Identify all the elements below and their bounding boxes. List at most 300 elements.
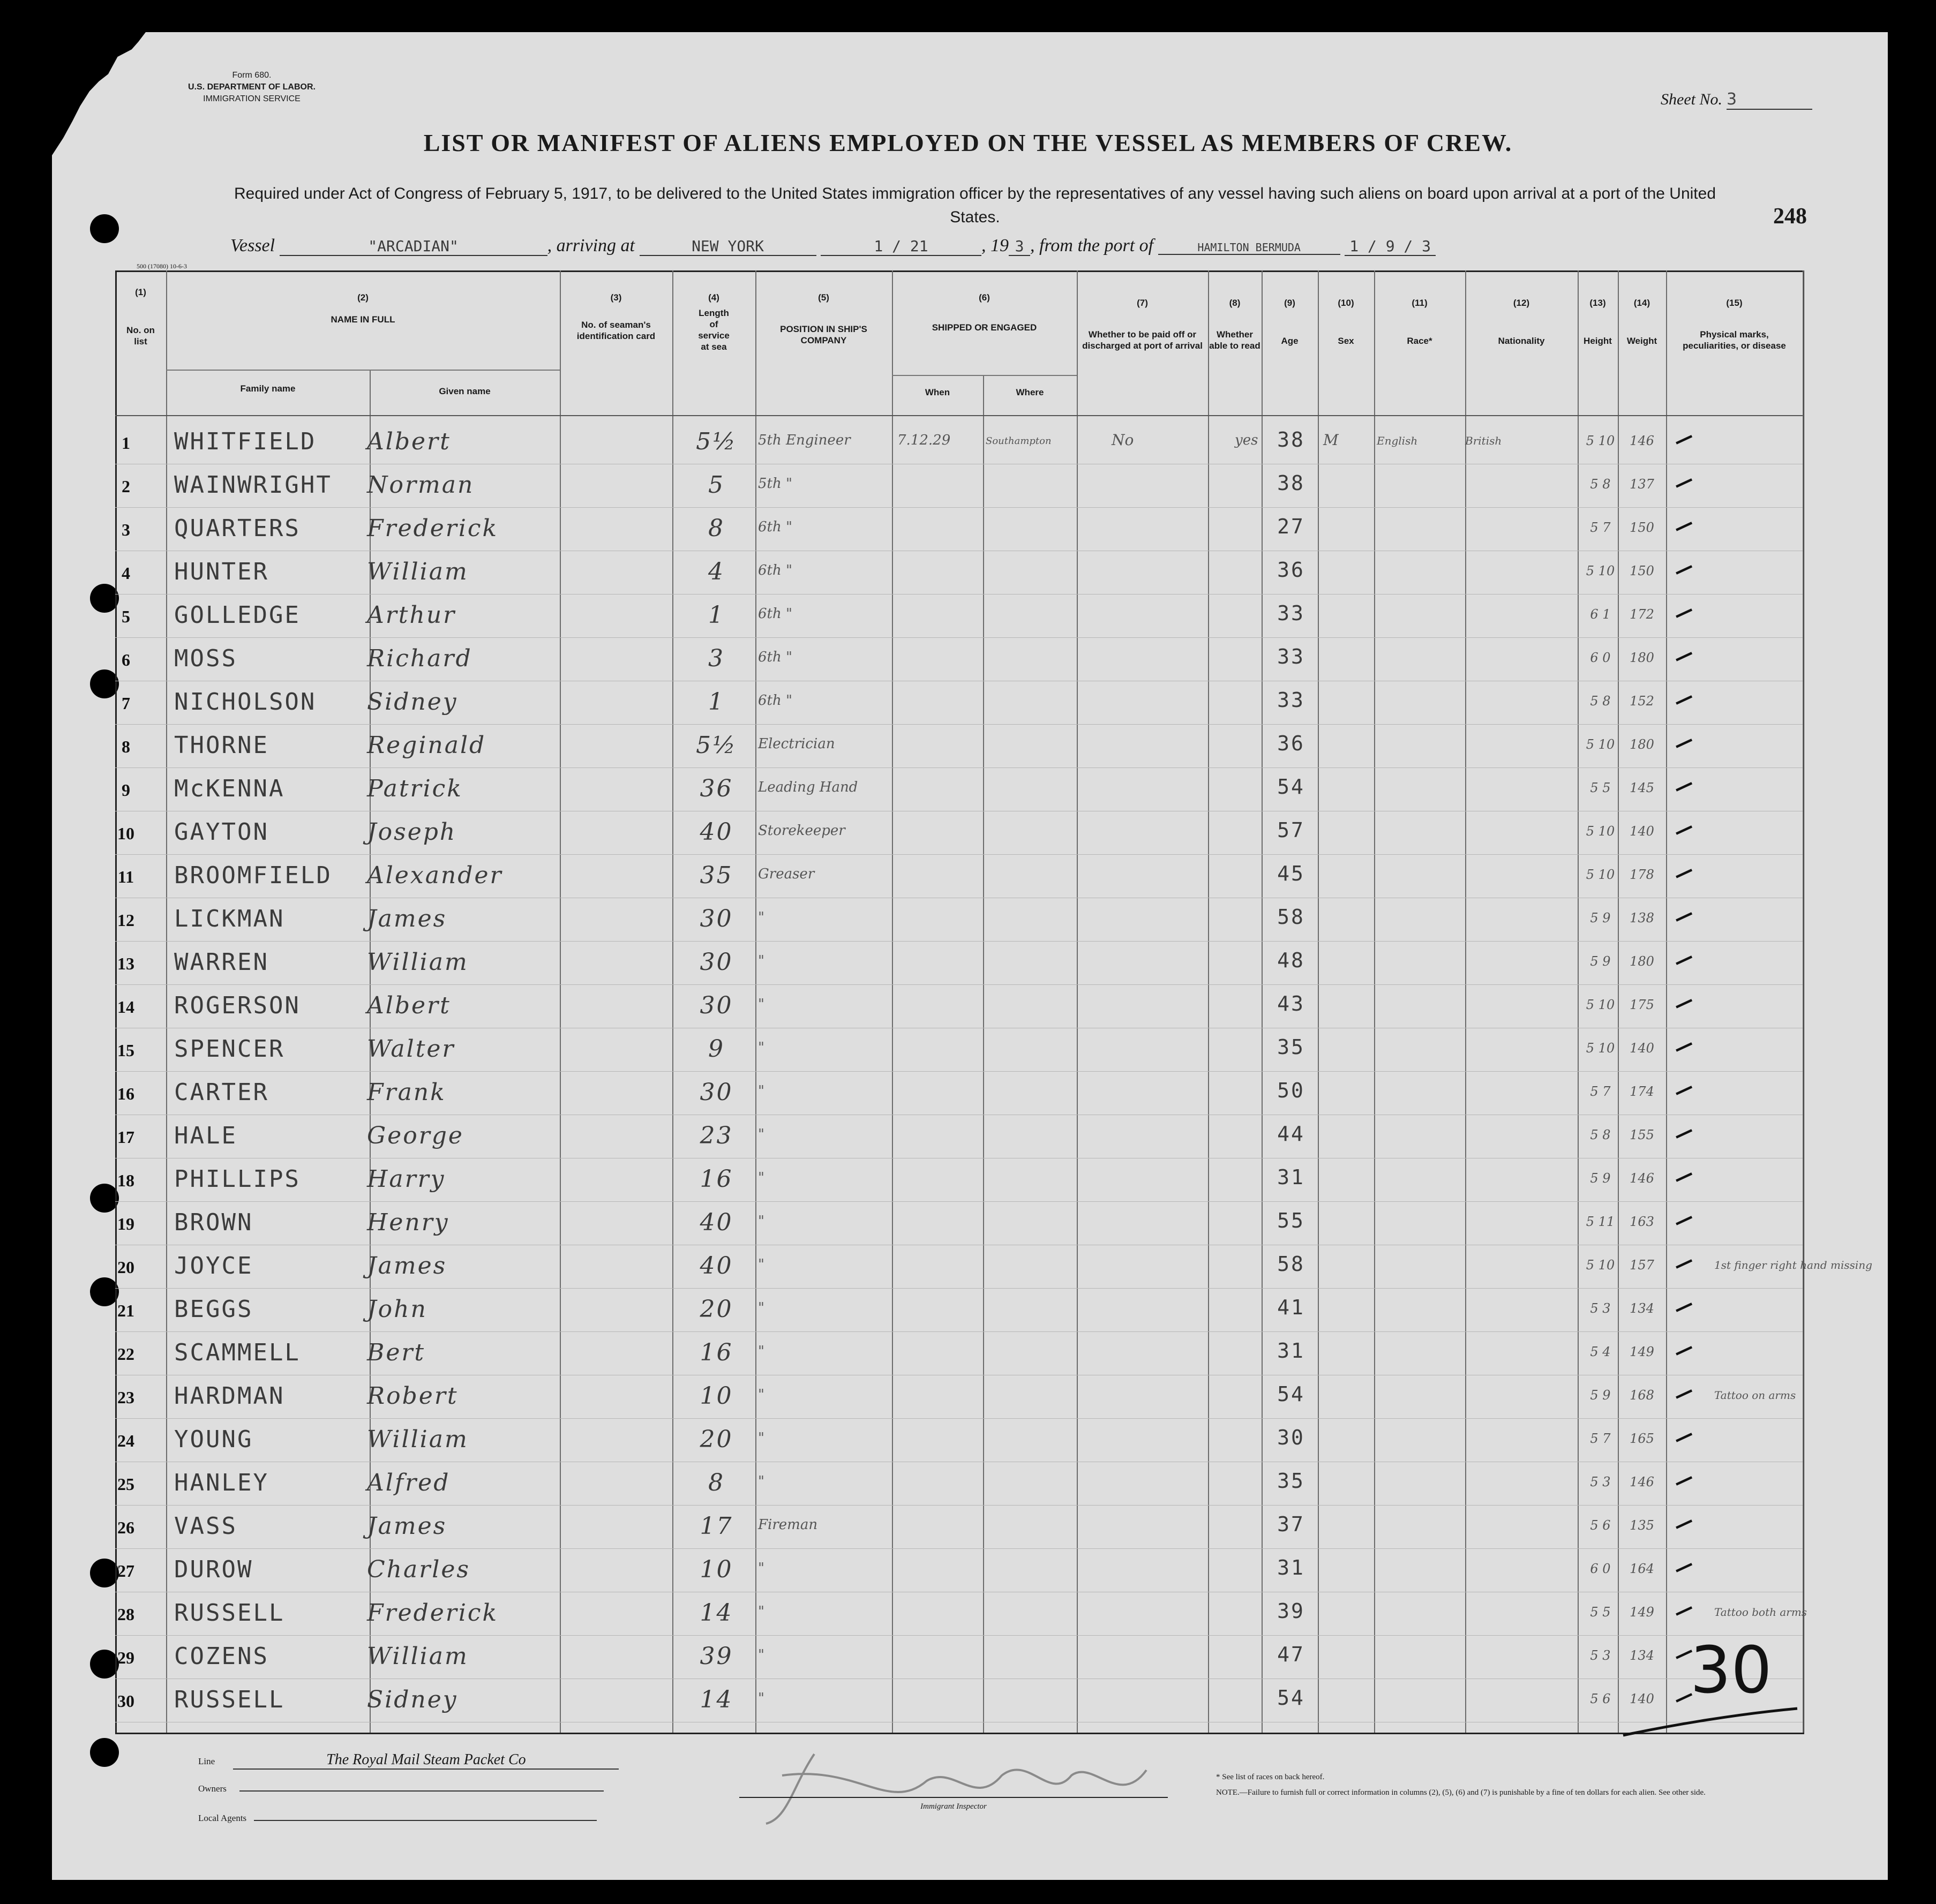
age: 30	[1277, 1426, 1305, 1449]
footnote-races: * See list of races on back hereof.	[1216, 1773, 1325, 1781]
row-number: 25	[117, 1474, 134, 1494]
col-marks-label: Physical marks, peculiarities, or disease	[1683, 329, 1786, 351]
row-number: 28	[117, 1605, 134, 1624]
check-mark-icon: —	[1670, 1553, 1697, 1581]
age: 31	[1277, 1339, 1305, 1363]
table-row	[115, 941, 1803, 984]
col-weight-label: Weight	[1626, 336, 1657, 346]
service-length: 9	[708, 1035, 725, 1063]
age: 50	[1277, 1079, 1305, 1102]
service-length: 14	[700, 1686, 733, 1713]
family-name: WAINWRIGHT	[174, 471, 332, 499]
col-where-header: Where	[1016, 387, 1044, 397]
given-name: Sidney	[367, 1686, 458, 1713]
table-row	[115, 1505, 1803, 1548]
sheet-number	[1661, 90, 1812, 110]
given-name: Henry	[367, 1209, 449, 1236]
height: 5 4	[1590, 1344, 1611, 1359]
age: 54	[1277, 1686, 1305, 1710]
family-name: MOSS	[174, 645, 237, 672]
sheet-value: 3	[1727, 90, 1812, 110]
col-name-header	[166, 292, 560, 325]
family-name: QUARTERS	[174, 515, 301, 542]
table-row	[115, 637, 1803, 680]
service-length: 30	[700, 905, 733, 932]
service-length: 1	[708, 688, 725, 716]
col-paid-num: (7)	[1137, 298, 1148, 308]
given-name: Richard	[367, 645, 472, 672]
family-name: HUNTER	[174, 558, 269, 585]
col-paid-header	[1077, 297, 1208, 351]
row-number: 21	[117, 1301, 134, 1320]
weight: 155	[1630, 1127, 1654, 1142]
col-height-label: Height	[1584, 336, 1612, 346]
weight: 157	[1630, 1258, 1654, 1273]
inspector-rule	[739, 1797, 1168, 1798]
position: "	[758, 1430, 764, 1446]
age: 38	[1277, 471, 1305, 495]
table-row	[115, 1201, 1803, 1244]
form-code: 500 (17080) 10-6-3	[137, 262, 187, 270]
weight: 180	[1630, 954, 1654, 969]
check-mark-icon: —	[1670, 598, 1697, 627]
given-name: James	[367, 905, 447, 932]
given-name: Frank	[367, 1079, 446, 1106]
inspector-signature	[750, 1743, 1168, 1829]
family-name: SCAMMELL	[174, 1339, 301, 1366]
from-label: , from the port of	[1030, 236, 1154, 255]
height: 6 0	[1590, 650, 1611, 665]
row-number: 23	[117, 1388, 134, 1407]
footnote-penalty	[1216, 1788, 1709, 1798]
col-marks-num: (15)	[1726, 298, 1743, 308]
row-number: 1	[122, 433, 130, 453]
height: 5 10	[1586, 1041, 1615, 1056]
position: "	[758, 1560, 764, 1576]
row-number: 24	[117, 1431, 134, 1450]
weight: 150	[1630, 520, 1654, 535]
height: 5 8	[1590, 694, 1611, 709]
weight: 137	[1630, 477, 1654, 492]
check-mark-icon: —	[1670, 728, 1697, 757]
col-age-label: Age	[1281, 336, 1299, 346]
col-name-label: NAME IN FULL	[331, 314, 395, 325]
line-label: Line	[198, 1756, 215, 1766]
given-name: Sidney	[367, 688, 458, 716]
table-bottom-rule	[115, 1733, 1803, 1734]
total-count: 30	[1690, 1634, 1772, 1708]
table-row	[115, 1592, 1807, 1635]
service-length: 4	[708, 558, 725, 585]
table-row	[115, 1245, 1873, 1288]
owners-label: Owners	[198, 1783, 227, 1794]
vessel-label: Vessel	[230, 236, 275, 255]
table-row	[115, 1548, 1803, 1591]
height: 5 8	[1590, 477, 1611, 492]
check-mark-icon: —	[1670, 1249, 1697, 1277]
weight: 174	[1630, 1084, 1654, 1099]
position: "	[758, 1647, 764, 1663]
check-mark-icon: —	[1670, 1466, 1697, 1494]
row-number: 16	[117, 1084, 134, 1103]
given-name: Alfred	[367, 1469, 451, 1496]
footer-line	[198, 1751, 637, 1770]
row-number: 17	[117, 1127, 134, 1147]
height: 5 10	[1586, 433, 1615, 448]
age: 33	[1277, 645, 1305, 668]
check-mark-icon: —	[1670, 642, 1697, 670]
height: 5 5	[1590, 780, 1611, 795]
check-mark-icon: —	[1670, 1683, 1697, 1711]
position: "	[758, 953, 764, 969]
weight: 164	[1630, 1561, 1654, 1576]
service-length: 40	[700, 1252, 733, 1280]
age: 58	[1277, 1252, 1305, 1276]
weight: 134	[1630, 1648, 1654, 1663]
service-length: 10	[700, 1556, 733, 1583]
family-name: PHILLIPS	[174, 1165, 301, 1193]
position: 6th "	[758, 693, 792, 709]
col-sex-header	[1318, 297, 1374, 347]
line-value: The Royal Mail Steam Packet Co	[233, 1751, 619, 1770]
height: 5 9	[1590, 1388, 1611, 1403]
table-row	[115, 1288, 1803, 1331]
family-name: HANLEY	[174, 1469, 269, 1496]
given-name: Patrick	[367, 775, 463, 802]
age: 58	[1277, 905, 1305, 929]
note-text: —Failure to furnish full or correct information in columns (2), (5), (6) and (7) is punishable by a fine of ten dollars for each alien. See other side.	[1239, 1788, 1706, 1797]
check-mark-icon: —	[1670, 1075, 1697, 1104]
table-row	[115, 811, 1803, 854]
table-row	[115, 1071, 1803, 1114]
check-mark-icon: —	[1670, 468, 1697, 496]
height: 5 10	[1586, 997, 1615, 1012]
table-row	[115, 464, 1803, 507]
check-mark-icon: —	[1670, 1379, 1697, 1408]
col-no-header	[115, 287, 166, 347]
given-name: Walter	[367, 1035, 455, 1063]
binder-hole	[90, 1184, 119, 1213]
height: 5 10	[1586, 867, 1615, 882]
position: 6th "	[758, 606, 792, 622]
given-name: George	[367, 1122, 464, 1149]
height: 5 5	[1590, 1605, 1611, 1620]
age: 35	[1277, 1035, 1305, 1059]
weight: 168	[1630, 1388, 1654, 1403]
row-number: 18	[117, 1171, 134, 1190]
height: 5 3	[1590, 1301, 1611, 1316]
requirement-text: Required under Act of Congress of February 5, 1917, to be delivered to the United States immigration officer by the representatives of any vessel having such aliens on board upon arrival at a port of the United States.	[234, 185, 1716, 226]
given-name: William	[367, 1643, 469, 1670]
table-row	[115, 507, 1803, 550]
age: 31	[1277, 1165, 1305, 1189]
col-shipped-header	[892, 292, 1077, 333]
age: 55	[1277, 1209, 1305, 1232]
table-row	[115, 1158, 1803, 1201]
height: 5 7	[1590, 520, 1611, 535]
position: "	[758, 1473, 764, 1489]
check-mark-icon: —	[1670, 815, 1697, 844]
age: 43	[1277, 992, 1305, 1015]
col-paid-label: Whether to be paid off or discharged at port of arrival	[1082, 329, 1203, 351]
physical-marks: Tattoo both arms	[1714, 1606, 1807, 1619]
service-length: 17	[700, 1512, 733, 1540]
height: 5 3	[1590, 1648, 1611, 1663]
service-length: 16	[700, 1339, 733, 1366]
col-race-header	[1374, 297, 1465, 347]
row-number: 12	[117, 910, 134, 930]
weight: 140	[1630, 824, 1654, 839]
position: 6th "	[758, 649, 792, 665]
family-name: YOUNG	[174, 1426, 253, 1453]
check-mark-icon: —	[1670, 685, 1697, 713]
year-digit: 3	[1009, 237, 1030, 256]
check-mark-icon: —	[1670, 1596, 1697, 1624]
vessel-name: "ARCADIAN"	[280, 237, 547, 256]
agents-label: Local Agents	[198, 1813, 247, 1823]
department-name: U.S. DEPARTMENT OF LABOR.	[188, 82, 316, 92]
row-number: 8	[122, 737, 130, 756]
age: 41	[1277, 1296, 1305, 1319]
binder-hole	[90, 1738, 119, 1767]
arrival-date: 1 / 21	[821, 237, 981, 256]
given-name: William	[367, 558, 469, 585]
family-name: HALE	[174, 1122, 237, 1149]
table-row	[115, 1375, 1803, 1418]
weight: 149	[1630, 1344, 1654, 1359]
table-row	[115, 681, 1803, 724]
height: 5 3	[1590, 1474, 1611, 1489]
table-row	[115, 724, 1803, 767]
weight: 175	[1630, 997, 1654, 1012]
form-header	[145, 70, 359, 105]
family-name: BEGGS	[174, 1296, 253, 1323]
position: 6th "	[758, 562, 792, 578]
age: 37	[1277, 1512, 1305, 1536]
table-row	[115, 984, 1803, 1027]
given-name: Albert	[367, 428, 451, 455]
position: "	[758, 1213, 764, 1229]
table-row	[115, 420, 1803, 463]
col-nationality-header	[1465, 297, 1578, 347]
service-length: 10	[700, 1382, 733, 1410]
shipped-subheader-rule	[892, 375, 1077, 376]
col-marks-header	[1666, 297, 1803, 351]
col-service-header	[672, 292, 755, 352]
weight: 140	[1630, 1041, 1654, 1056]
check-mark-icon: —	[1670, 1206, 1697, 1234]
col-age-header	[1262, 297, 1318, 347]
service-length: 40	[700, 1209, 733, 1236]
family-name: WHITFIELD	[174, 428, 317, 455]
family-name: JOYCE	[174, 1252, 253, 1280]
col-shipped-num: (6)	[979, 292, 990, 303]
departure-date: 1 / 9 / 3	[1345, 237, 1436, 256]
position: "	[758, 1690, 764, 1706]
service-length: 30	[700, 949, 733, 976]
height: 5 7	[1590, 1431, 1611, 1446]
col-when-header: When	[925, 387, 950, 397]
table-row	[115, 854, 1803, 897]
height: 5 10	[1586, 824, 1615, 839]
check-mark-icon: —	[1670, 1292, 1697, 1321]
paid-off: No	[1112, 431, 1134, 449]
weight: 163	[1630, 1214, 1654, 1229]
physical-marks: 1st finger right hand missing	[1714, 1259, 1873, 1271]
weight: 180	[1630, 737, 1654, 752]
height: 6 0	[1590, 1561, 1611, 1576]
row-number: 11	[117, 867, 134, 886]
position: "	[758, 1604, 764, 1620]
age: 48	[1277, 949, 1305, 972]
family-name: WARREN	[174, 949, 269, 976]
weight: 152	[1630, 694, 1654, 709]
service-length: 5	[708, 471, 725, 499]
note-label: NOTE.	[1216, 1788, 1240, 1797]
col-read-label: Whether able to read	[1209, 329, 1260, 351]
service-length: 14	[700, 1599, 733, 1627]
height: 5 7	[1590, 1084, 1611, 1099]
row-number: 2	[122, 477, 130, 496]
family-name: RUSSELL	[174, 1599, 285, 1627]
service-length: 36	[700, 775, 733, 802]
age: 36	[1277, 732, 1305, 755]
col-nationality-label: Nationality	[1498, 336, 1545, 346]
check-mark-icon: —	[1670, 1032, 1697, 1060]
col-no-num: (1)	[135, 287, 146, 297]
given-name: Alexander	[367, 862, 503, 889]
check-mark-icon: —	[1670, 945, 1697, 974]
check-mark-icon: —	[1670, 425, 1697, 453]
given-name: Reginald	[367, 732, 486, 759]
col-read-num: (8)	[1229, 298, 1241, 308]
given-name: James	[367, 1512, 447, 1540]
age: 38	[1277, 428, 1305, 451]
position: 5th Engineer	[758, 432, 851, 448]
given-name: William	[367, 1426, 469, 1453]
table-row	[115, 551, 1803, 593]
col-service-num: (4)	[708, 292, 719, 303]
family-name: SPENCER	[174, 1035, 285, 1063]
table-row	[115, 1331, 1803, 1374]
page-number: 248	[1773, 204, 1807, 229]
weight: 140	[1630, 1691, 1654, 1706]
binder-hole	[90, 1650, 119, 1679]
col-read-header	[1208, 297, 1262, 351]
col-sex-num: (10)	[1338, 298, 1354, 308]
weight: 146	[1630, 1171, 1654, 1186]
age: 45	[1277, 862, 1305, 885]
physical-marks: Tattoo on arms	[1714, 1389, 1796, 1402]
family-name: VASS	[174, 1512, 237, 1540]
check-mark-icon: —	[1670, 1639, 1697, 1668]
binder-hole	[90, 1559, 119, 1587]
position: "	[758, 1343, 764, 1359]
col-given-header: Given name	[439, 386, 491, 396]
check-mark-icon: —	[1670, 1336, 1697, 1364]
race: English	[1377, 434, 1418, 447]
check-mark-icon: —	[1670, 1509, 1697, 1538]
header-bottom-rule	[115, 415, 1803, 416]
family-name: NICHOLSON	[174, 688, 317, 716]
height: 5 9	[1590, 1171, 1611, 1186]
table-row	[115, 1635, 1803, 1678]
position: "	[758, 996, 764, 1012]
table-row	[115, 1679, 1803, 1721]
family-name: GAYTON	[174, 818, 269, 846]
weight: 138	[1630, 910, 1654, 925]
check-mark-icon: —	[1670, 1162, 1697, 1191]
position: "	[758, 1256, 764, 1273]
height: 5 8	[1590, 1127, 1611, 1142]
table-row	[115, 1115, 1803, 1157]
weight: 146	[1630, 1474, 1654, 1489]
row-number: 6	[122, 650, 130, 669]
family-name: DUROW	[174, 1556, 253, 1583]
service-length: 40	[700, 818, 733, 846]
height: 5 11	[1586, 1214, 1615, 1229]
row-number: 10	[117, 824, 134, 843]
family-name: CARTER	[174, 1079, 269, 1106]
col-height-header	[1578, 297, 1618, 347]
service-length: 35	[700, 862, 733, 889]
check-mark-icon: —	[1670, 1423, 1697, 1451]
row-number: 5	[122, 607, 130, 626]
col-weight-num: (14)	[1633, 298, 1650, 308]
age: 44	[1277, 1122, 1305, 1146]
col-card-label: No. of seaman's identification card	[576, 320, 656, 341]
col-name-num: (2)	[357, 292, 369, 303]
given-name: Frederick	[367, 515, 499, 542]
table-row	[115, 767, 1803, 810]
weight: 134	[1630, 1301, 1654, 1316]
service-length: 30	[700, 992, 733, 1019]
given-name: Arthur	[367, 601, 456, 629]
age: 33	[1277, 601, 1305, 625]
check-mark-icon: —	[1670, 989, 1697, 1017]
position: "	[758, 1300, 764, 1316]
given-name: Norman	[367, 471, 475, 499]
age: 54	[1277, 775, 1305, 799]
col-age-num: (9)	[1284, 298, 1295, 308]
age: 39	[1277, 1599, 1305, 1623]
row-number: 27	[117, 1561, 134, 1581]
family-name: BROWN	[174, 1209, 253, 1236]
position: Leading Hand	[758, 779, 858, 795]
table-row	[115, 1462, 1803, 1504]
position: "	[758, 1126, 764, 1142]
shipped-where: Southampton	[986, 435, 1052, 447]
weight: 145	[1630, 780, 1654, 795]
position: Greaser	[758, 866, 815, 882]
row-number: 4	[122, 563, 130, 583]
position: "	[758, 909, 764, 925]
position: Fireman	[758, 1517, 818, 1533]
footer-agents	[198, 1810, 637, 1824]
col-sex-label: Sex	[1338, 336, 1354, 346]
service-length: 5½	[696, 732, 737, 759]
check-mark-icon: —	[1670, 1119, 1697, 1147]
age: 47	[1277, 1643, 1305, 1666]
family-name: COZENS	[174, 1643, 269, 1670]
given-name: Harry	[367, 1165, 446, 1193]
height: 6 1	[1590, 607, 1611, 622]
col-position-num: (5)	[818, 292, 829, 303]
weight: 172	[1630, 607, 1654, 622]
binder-hole	[90, 214, 119, 243]
vessel-line	[230, 236, 1436, 256]
given-name: William	[367, 949, 469, 976]
